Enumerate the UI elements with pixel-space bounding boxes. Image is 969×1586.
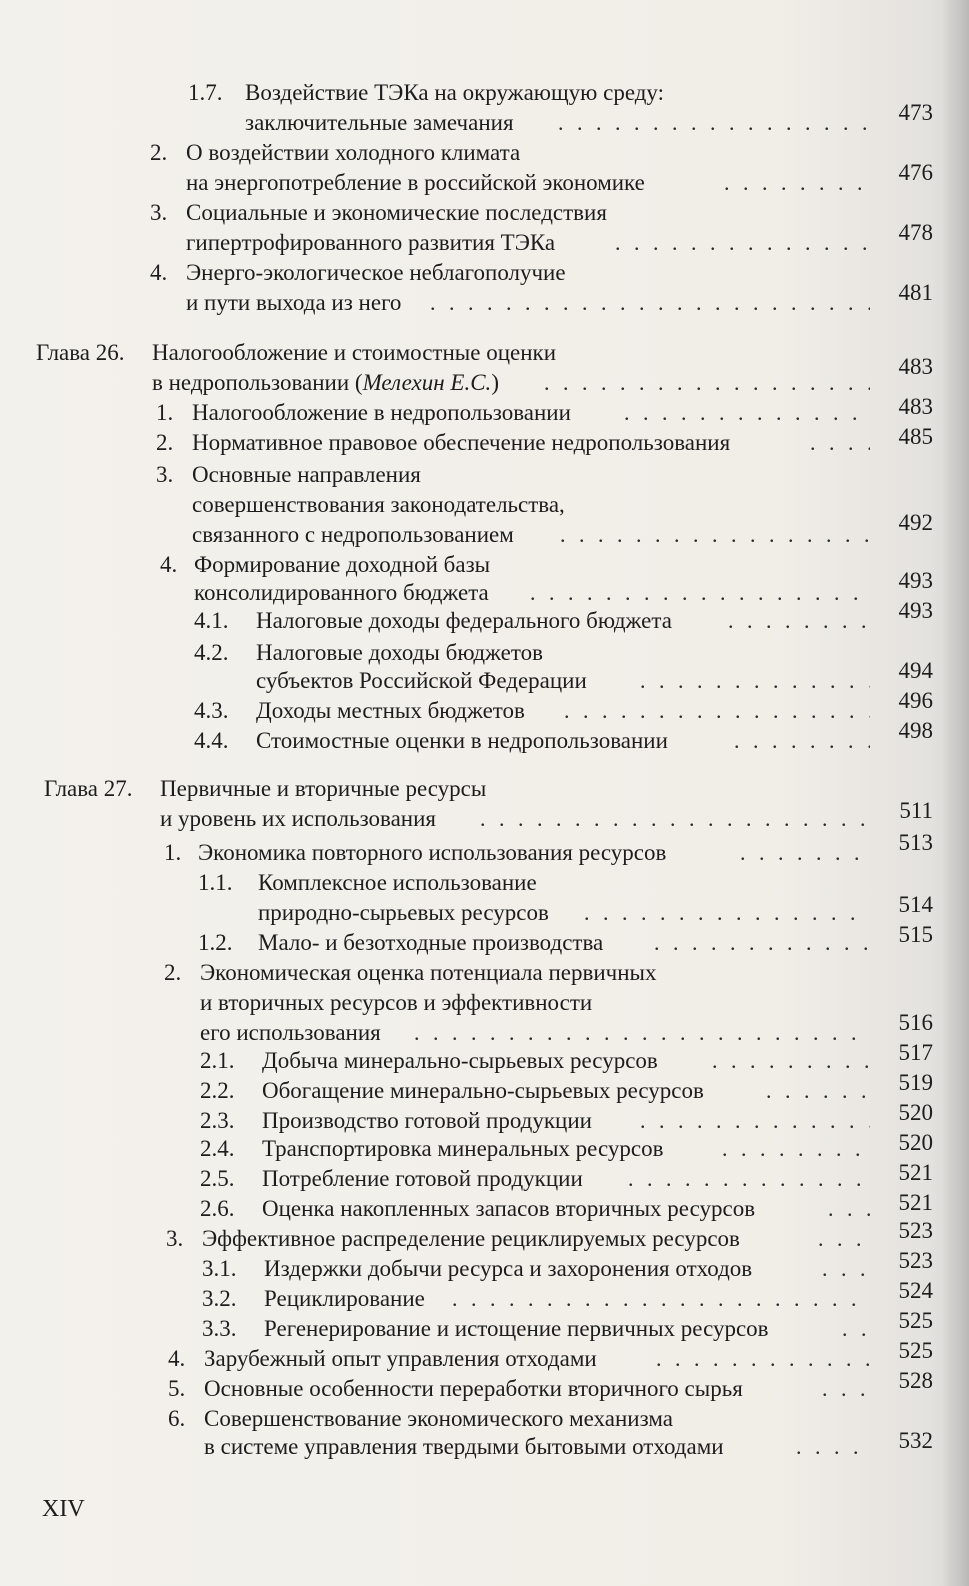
- toc-leader-dots: [822, 1374, 870, 1404]
- toc-page-number: 473: [898, 100, 933, 125]
- toc-number: 2.2.: [200, 1078, 235, 1103]
- toc-leader-dots: [656, 1344, 870, 1374]
- toc-leader-dots: [624, 398, 870, 428]
- toc-title: Производство готовой продукции: [262, 1108, 592, 1133]
- toc-leader-dots: [818, 1224, 870, 1254]
- toc-number: 4.: [160, 552, 178, 577]
- toc-page-number: 493: [898, 568, 933, 593]
- toc-leader-dots: [452, 1284, 870, 1314]
- toc-number: 4.2.: [194, 640, 229, 665]
- toc-leader-dots: [842, 1314, 870, 1344]
- toc-page-number: 532: [898, 1428, 933, 1453]
- toc-leader-dots: [584, 898, 870, 928]
- toc-title: Регенерирование и истощение первичных ресурсов: [264, 1316, 769, 1341]
- toc-number: 2.1.: [200, 1048, 235, 1073]
- toc-number: 1.2.: [198, 930, 233, 955]
- chapter-author: Мелехин Е.С.: [362, 370, 492, 395]
- toc-page-number: 496: [898, 688, 933, 713]
- toc-page-number: 494: [898, 658, 933, 683]
- toc-number: 3.: [156, 462, 174, 487]
- toc-title: Формирование доходной базы: [194, 552, 491, 577]
- toc-page-number: 519: [898, 1070, 933, 1095]
- toc-page-number: 478: [898, 220, 933, 245]
- toc-title: Экономическая оценка потенциала первичных: [200, 960, 657, 985]
- toc-page-number: 517: [898, 1040, 933, 1065]
- toc-leader-dots: [544, 368, 870, 398]
- toc-number: 5.: [168, 1376, 186, 1401]
- toc-leader-dots: [414, 1018, 870, 1048]
- toc-page-number: 528: [898, 1368, 933, 1393]
- toc-title: Основные особенности переработки вторичного сырья: [204, 1376, 743, 1401]
- toc-title: гипертрофированного развития ТЭКа: [186, 230, 556, 255]
- toc-title: Совершенствование экономического механизма: [204, 1406, 673, 1431]
- toc-number: 4.1.: [194, 608, 229, 633]
- toc-leader-dots: [734, 726, 870, 756]
- toc-number: 1.1.: [198, 870, 233, 895]
- toc-title: Экономика повторного использования ресурсов: [198, 840, 667, 865]
- page-gutter-shadow: [943, 0, 969, 1586]
- toc-title: Энерго-экологическое неблагополучие: [186, 260, 566, 285]
- toc-number: 4.4.: [194, 728, 229, 753]
- page-folio: XIV: [42, 1496, 85, 1522]
- toc-number: 4.: [168, 1346, 186, 1371]
- toc-title: Эффективное распределение рециклируемых ресурсов: [202, 1226, 740, 1251]
- toc-title: заключительные замечания: [245, 110, 514, 135]
- toc-number: 1.7.: [188, 80, 223, 105]
- toc-number: 2.: [164, 960, 182, 985]
- toc-title: его использования: [200, 1020, 381, 1045]
- toc-title: Рециклирование: [264, 1286, 425, 1311]
- toc-leader-dots: [724, 168, 870, 198]
- toc-title: Налоговые доходы федерального бюджета: [256, 608, 672, 633]
- toc-page-number: 514: [898, 892, 933, 917]
- toc-leader-dots: [628, 1164, 870, 1194]
- toc-page-number: 525: [898, 1308, 933, 1333]
- toc-title: О воздействии холодного климата: [186, 140, 521, 165]
- toc-title: в системе управления твердыми бытовыми отходами: [204, 1434, 724, 1459]
- toc-title: Налоговые доходы бюджетов: [256, 640, 543, 665]
- toc-title: Зарубежный опыт управления отходами: [204, 1346, 597, 1371]
- toc-page-number: 520: [898, 1100, 933, 1125]
- toc-page-number: 483: [898, 354, 933, 379]
- toc-number: 2.: [156, 430, 174, 455]
- toc-page-number: 481: [898, 280, 933, 305]
- toc-title: Издержки добычи ресурса и захоронения отходов: [264, 1256, 753, 1281]
- toc-number: 2.4.: [200, 1136, 235, 1161]
- toc-number: 6.: [168, 1406, 186, 1431]
- toc-leader-dots: [640, 666, 870, 696]
- toc-page-number: 511: [899, 798, 933, 823]
- toc-number: 3.2.: [202, 1286, 237, 1311]
- toc-title: консолидированного бюджета: [194, 580, 489, 605]
- toc-number: 2.6.: [200, 1196, 235, 1221]
- toc-leader-dots: [530, 578, 870, 608]
- toc-page-number: 498: [898, 718, 933, 743]
- toc-title: Потребление готовой продукции: [262, 1166, 583, 1191]
- toc-title: и вторичных ресурсов и эффективности: [200, 990, 593, 1015]
- toc-title: Воздействие ТЭКа на окружающую среду:: [245, 80, 665, 105]
- toc-page-number: 476: [898, 160, 933, 185]
- toc-title: Комплексное использование: [258, 870, 537, 895]
- toc-title: совершенствования законодательства,: [192, 492, 565, 517]
- toc-title: Транспортировка минеральных ресурсов: [262, 1136, 664, 1161]
- toc-title: Социальные и экономические последствия: [186, 200, 607, 225]
- toc-page-number: 516: [898, 1010, 933, 1035]
- toc-page-number: 483: [898, 394, 933, 419]
- toc-leader-dots: [564, 696, 870, 726]
- toc-leader-dots: [828, 1194, 870, 1224]
- chapter-label: Глава 27.: [44, 776, 133, 801]
- toc-page-number: 520: [898, 1130, 933, 1155]
- toc-title: и пути выхода из него: [186, 290, 402, 315]
- toc-leader-dots: [712, 1046, 870, 1076]
- toc-title: субъектов Российской Федерации: [256, 668, 587, 693]
- chapter-title: и уровень их использования: [160, 806, 436, 831]
- toc-number: 1.: [164, 840, 182, 865]
- toc-leader-dots: [728, 606, 870, 636]
- toc-leader-dots: [810, 428, 870, 458]
- toc-title: природно-сырьевых ресурсов: [258, 900, 549, 925]
- toc-page-number: 513: [898, 830, 933, 855]
- toc-page-number: 523: [898, 1218, 933, 1243]
- toc-title: Основные направления: [192, 462, 421, 487]
- chapter-label: Глава 26.: [36, 340, 125, 365]
- toc-page-number: 525: [898, 1338, 933, 1363]
- toc-page-number: 524: [898, 1278, 933, 1303]
- toc-title: Добыча минерально-сырьевых ресурсов: [262, 1048, 658, 1073]
- toc-page-number: 521: [898, 1190, 933, 1215]
- toc-title: Стоимостные оценки в недропользовании: [256, 728, 668, 753]
- toc-leader-dots: [822, 1254, 870, 1284]
- toc-number: 3.: [150, 200, 168, 225]
- toc-page-number: 515: [898, 922, 933, 947]
- toc-number: 3.3.: [202, 1316, 237, 1341]
- toc-title: Доходы местных бюджетов: [256, 698, 525, 723]
- toc-leader-dots: [615, 228, 870, 258]
- chapter-title: в недропользовании (Мелехин Е.С.): [152, 370, 499, 395]
- toc-page-number: 521: [898, 1160, 933, 1185]
- toc-number: 3.: [166, 1226, 184, 1251]
- toc-title: связанного с недропользованием: [192, 522, 514, 547]
- toc-title: Обогащение минерально-сырьевых ресурсов: [262, 1078, 704, 1103]
- toc-leader-dots: [766, 1076, 870, 1106]
- toc-leader-dots: [654, 928, 870, 958]
- chapter-title: Налогообложение и стоимостные оценки: [152, 340, 557, 365]
- toc-leader-dots: [796, 1432, 870, 1462]
- toc-number: 4.3.: [194, 698, 229, 723]
- toc-title: на энергопотребление в российской экономике: [186, 170, 645, 195]
- toc-title: Нормативное правовое обеспечение недропользования: [192, 430, 731, 455]
- chapter-title: Первичные и вторичные ресурсы: [160, 776, 487, 801]
- toc-page-number: 493: [898, 598, 933, 623]
- toc-title: Налогообложение в недропользовании: [192, 400, 571, 425]
- toc-number: 4.: [150, 260, 168, 285]
- toc-leader-dots: [640, 1106, 870, 1136]
- toc-page-number: 492: [898, 510, 933, 535]
- toc-number: 2.3.: [200, 1108, 235, 1133]
- toc-leader-dots: [558, 108, 870, 138]
- toc-leader-dots: [430, 288, 870, 318]
- toc-page-number: 485: [898, 424, 933, 449]
- toc-title: Оценка накопленных запасов вторичных ресурсов: [262, 1196, 756, 1221]
- toc-number: 2.5.: [200, 1166, 235, 1191]
- toc-leader-dots: [722, 1134, 870, 1164]
- toc-number: 2.: [150, 140, 168, 165]
- toc-page-number: 523: [898, 1248, 933, 1273]
- toc-leader-dots: [480, 804, 870, 834]
- toc-title: Мало- и безотходные производства: [258, 930, 604, 955]
- toc-leader-dots: [740, 838, 870, 868]
- toc-leader-dots: [560, 520, 870, 550]
- toc-number: 3.1.: [202, 1256, 237, 1281]
- toc-number: 1.: [156, 400, 174, 425]
